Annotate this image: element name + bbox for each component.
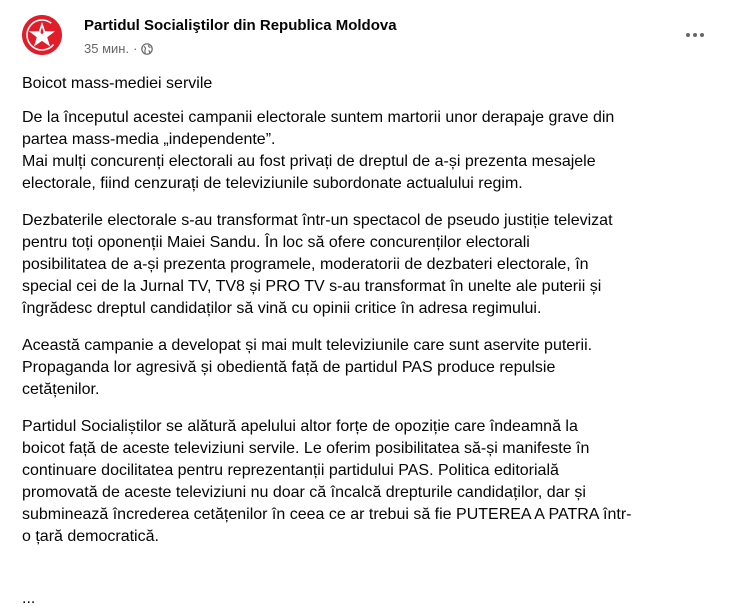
post-paragraph-1: De la începutul acestei campanii electorale suntem martorii unor derapaje grave din partea mass-media „independente”. Mai mulți concurenți electorali au fost privați de dreptul de a-și prezenta mesajele electorale, fiind cenzurați de televiziunile subordonate actualului regim. xyxy=(22,109,615,192)
meta-separator: · xyxy=(133,41,138,56)
globe-icon[interactable] xyxy=(141,43,153,55)
post-paragraph-3: Această campanie a developat și mai mult televiziunile care sunt aservite puterii. Propaganda lor agresivă și obedientă față de partidul PAS produce repulsie cetățenilor. xyxy=(22,337,593,398)
post-timestamp[interactable]: 35 мин. xyxy=(84,41,130,56)
post-header xyxy=(22,14,719,62)
post-title: Boicot mass-mediei servile xyxy=(22,75,213,92)
post-meta xyxy=(84,41,153,56)
post-paragraph-4: Partidul Socialiștilor se alătură apelului altor forțe de opoziție care îndeamnă la boicot față de aceste televiziuni servile. Le oferim posibilitatea să-și manifeste în continuare docilitatea pentru reprezentanții partidului PAS. Politica editorială promovată de aceste televiziuni nu doar că încalcă drepturile candidaților, dar și subminează încrederea cetățenilor în ceea ce ar trebui să fie PUTEREA A PATRA într- o țară democratică. xyxy=(22,418,632,545)
post-paragraph-2: Dezbaterile electorale s-au transformat într-un spectacol de pseudo justiție televizat pentru toți oponenții Maiei Sandu. În loc să ofere concurenților electorali posibilitatea de a-și prezenta programele, moderatorii de dezbateri electorale, în special cei de la Jurnal TV, TV8 și PRO TV s-au transformat în unelte ale puterii și îngrădesc dreptul candidaților să vină cu opinii critice în adresa regimului. xyxy=(22,212,613,317)
page-avatar[interactable] xyxy=(22,15,62,55)
page-name-link[interactable]: Partidul Socialiştilor din Republica Moldova xyxy=(84,17,397,34)
post-body xyxy=(22,73,722,563)
more-options-icon[interactable] xyxy=(681,24,709,46)
post-continuation: ... xyxy=(22,590,36,607)
party-logo-star-icon xyxy=(22,15,62,55)
